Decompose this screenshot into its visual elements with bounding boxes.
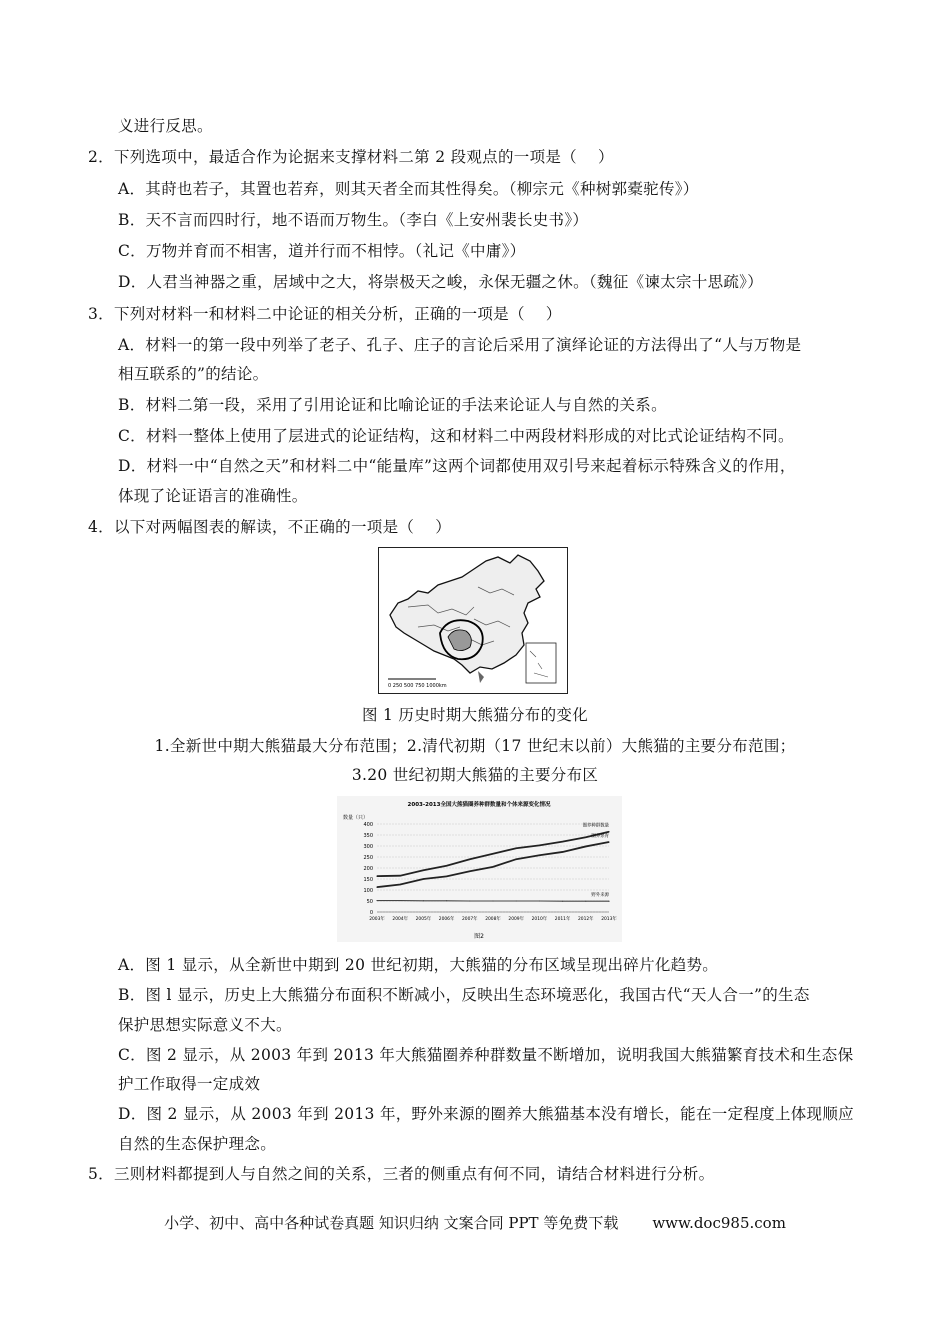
- option-2a: A．其莳也若子，其置也若弃，则其天者全而其性得矣。（柳宗元《种树郭橐驼传》）: [118, 180, 699, 198]
- question-4: 4．以下对两幅图表的解读，不正确的一项是（ ）: [88, 518, 451, 536]
- question-3: 3．下列对材料一和材料二中论证的相关分析，正确的一项是（ ）: [88, 305, 562, 323]
- data-point: [423, 870, 424, 871]
- option-3b: B．材料二第一段，采用了引用论证和比喻论证的手法来论证人与自然的关系。: [118, 396, 667, 414]
- y-tick-label: 350: [363, 832, 373, 839]
- chart-title: 2003-2013全国大熊猫圈养种群数量和个体来源变化情况: [407, 802, 551, 808]
- figure-1-caption: 图 1 历史时期大熊猫分布的变化: [361, 706, 589, 724]
- option-3a-cont: 相互联系的”的结论。: [118, 365, 269, 383]
- y-tick-label: 100: [363, 887, 373, 894]
- figure-1-legend-2: 3.20 世纪初期大熊猫的主要分布区: [351, 766, 599, 784]
- data-point: [516, 859, 517, 860]
- data-point: [423, 900, 424, 901]
- question-5: 5．三则材料都提到人与自然之间的关系，三者的侧重点有何不同，请结合材料进行分析。: [88, 1165, 715, 1183]
- y-tick-label: 0: [369, 909, 373, 916]
- option-4a: A．图 1 显示，从全新世中期到 20 世纪初期，大熊猫的分布区域呈现出碎片化趋势。: [118, 956, 719, 974]
- data-point: [585, 837, 586, 838]
- chart-caption: 图2: [474, 933, 484, 940]
- data-point: [400, 875, 401, 876]
- x-tick-label: 2005年: [415, 917, 432, 922]
- data-point: [539, 845, 540, 846]
- x-tick-label: 2004年: [392, 917, 408, 922]
- data-point: [492, 866, 493, 867]
- y-tick-label: 50: [366, 898, 373, 905]
- data-point: [469, 859, 470, 860]
- data-point: [516, 848, 517, 849]
- question-2: 2．下列选项中，最适合作为论据来支撑材料二第 2 段观点的一项是（ ）: [88, 148, 614, 166]
- option-3d: D．材料一中“自然之天”和材料二中“能量库”这两个词都使用双引号来起着标示特殊含义的作用，: [118, 457, 796, 475]
- data-point: [585, 846, 586, 847]
- data-point: [562, 851, 563, 852]
- series-label: 圈养种群数量: [582, 823, 609, 829]
- line-chart: [337, 796, 622, 942]
- series-label: 圈养繁育: [591, 834, 609, 840]
- y-tick-label: 150: [363, 876, 373, 883]
- data-point: [400, 884, 401, 885]
- figure-2-chart: [337, 796, 622, 942]
- y-tick-label: 300: [363, 843, 373, 850]
- x-tick-label: 2003年: [369, 917, 385, 922]
- data-point: [608, 841, 609, 842]
- data-point: [608, 831, 609, 832]
- x-tick-label: 2010年: [531, 917, 548, 922]
- data-point: [446, 876, 447, 877]
- page-footer: [0, 1213, 950, 1233]
- option-2d: D．人君当神器之重，居域中之大，将崇极天之峻，永保无疆之休。（魏征《谏太宗十思疏》）: [118, 273, 764, 291]
- option-2b: B．天不言而四时行，地不语而万物生。（李白《上安州裴长史书》）: [118, 211, 589, 229]
- data-point: [562, 901, 563, 902]
- x-tick-label: 2009年: [508, 917, 524, 922]
- data-point: [423, 878, 424, 879]
- y-tick-label: 200: [363, 865, 373, 872]
- data-point: [446, 865, 447, 866]
- option-3d-cont: 体现了论证语言的准确性。: [118, 487, 308, 505]
- figure-1-legend-1: 1.全新世中期大熊猫最大分布范围；2.清代初期（17 世纪末以前）大熊猫的主要分布范围；: [154, 737, 796, 755]
- data-point: [469, 900, 470, 901]
- data-point: [492, 853, 493, 854]
- option-3c: C．材料一整体上使用了层进式的论证结构，这和材料二中两段材料形成的对比式论证结构不同。: [118, 427, 794, 445]
- x-tick-label: 2011年: [554, 917, 571, 922]
- figure-1-map: [378, 547, 568, 694]
- x-tick-label: 2008年: [485, 917, 501, 922]
- series-label: 野外来源: [591, 893, 609, 899]
- data-point: [608, 901, 609, 902]
- china-map-image: [378, 547, 568, 694]
- option-2c: C．万物并育而不相害，道并行而不相悖。（礼记《中庸》）: [118, 242, 526, 260]
- footer-text: 小学、初中、高中各种试卷真题 知识归纳 文案合同 PPT 等免费下载: [164, 1214, 619, 1232]
- x-tick-label: 2007年: [462, 917, 478, 922]
- option-3a: A．材料一的第一段中列举了老子、孔子、庄子的言论后采用了演绎论证的方法得出了“人与万物是: [118, 336, 802, 354]
- option-4d-cont: 自然的生态保护理念。: [118, 1135, 277, 1153]
- data-point: [446, 900, 447, 901]
- chart-ylabel: 数量（只）: [343, 815, 369, 821]
- data-point: [376, 887, 377, 888]
- data-point: [585, 901, 586, 902]
- x-tick-label: 2013年: [601, 917, 617, 922]
- data-point: [562, 841, 563, 842]
- data-point: [469, 871, 470, 872]
- option-4d: D．图 2 显示，从 2003 年到 2013 年，野外来源的圈养大熊猫基本没有增长，能在一定程度上体现顺应: [118, 1105, 854, 1123]
- y-tick-label: 400: [363, 821, 373, 828]
- data-point: [539, 900, 540, 901]
- option-4b-cont: 保护思想实际意义不大。: [118, 1016, 292, 1034]
- map-scale-label: 0 250 500 750 1000km: [388, 683, 447, 689]
- data-point: [492, 900, 493, 901]
- option-4b: B．图 l 显示，历史上大熊猫分布面积不断减小，反映出生态环境恶化，我国古代“天人合一”的生态: [118, 986, 810, 1004]
- y-tick-label: 250: [363, 854, 373, 861]
- x-tick-label: 2006年: [438, 917, 455, 922]
- x-tick-label: 2012年: [578, 917, 594, 922]
- data-point: [400, 900, 401, 901]
- data-point: [516, 900, 517, 901]
- data-point: [539, 855, 540, 856]
- option-4c: C．图 2 显示，从 2003 年到 2013 年大熊猫圈养种群数量不断增加，说明我国大熊猫繁育技术和生态保: [118, 1046, 854, 1064]
- option-4c-cont: 护工作取得一定成效: [118, 1075, 261, 1093]
- data-point: [376, 900, 377, 901]
- text-line: 义进行反思。: [118, 117, 213, 135]
- footer-url[interactable]: www.doc985.com: [652, 1214, 786, 1232]
- data-point: [376, 876, 377, 877]
